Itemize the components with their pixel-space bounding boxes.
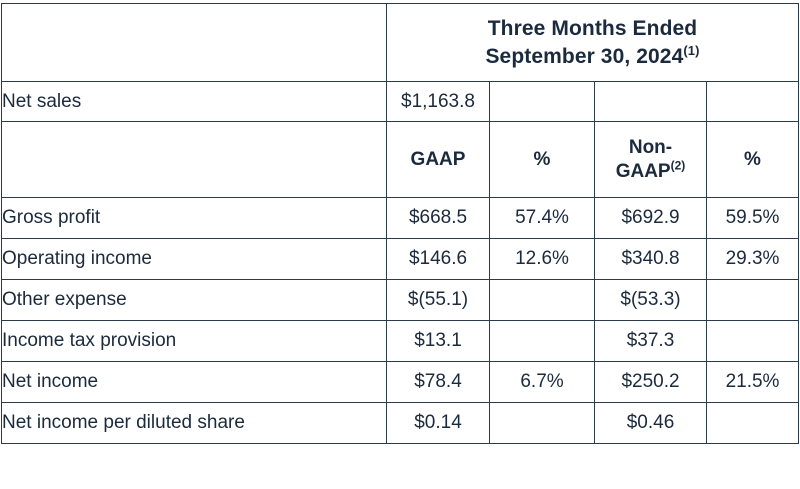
subheader-non-gaap-line1: Non- xyxy=(628,136,673,158)
row-label: Income tax provision xyxy=(2,321,387,362)
row-gaap-value: $78.4 xyxy=(387,362,490,403)
financial-table-sheet xyxy=(0,3,800,489)
row-non-gaap-percent xyxy=(707,321,799,362)
table-header-row xyxy=(2,4,799,82)
row-gaap-percent xyxy=(490,280,595,321)
row-gaap-value: $146.6 xyxy=(387,239,490,280)
row-non-gaap-percent: 21.5% xyxy=(707,362,799,403)
header-blank-cell xyxy=(2,4,387,82)
subheader-percent-gaap: % xyxy=(490,122,595,198)
period-header-date: September 30, 2024 xyxy=(485,44,684,68)
row-non-gaap-value: $37.3 xyxy=(595,321,707,362)
table-row xyxy=(2,362,799,403)
net-sales-pct2-blank xyxy=(707,82,799,122)
row-non-gaap-value: $(53.3) xyxy=(595,280,707,321)
subheader-non-gaap-line2 xyxy=(595,160,706,184)
table-row xyxy=(2,321,799,362)
subheader-non-gaap-footnote: (2) xyxy=(670,158,686,173)
row-label: Operating income xyxy=(2,239,387,280)
row-label: Gross profit xyxy=(2,198,387,239)
financial-results-table xyxy=(1,3,799,444)
row-label: Net income per diluted share xyxy=(2,403,387,444)
table-subheader-row xyxy=(2,122,799,198)
row-label: Net income xyxy=(2,362,387,403)
row-non-gaap-percent xyxy=(707,403,799,444)
table-row-net-sales xyxy=(2,82,799,122)
row-non-gaap-value: $250.2 xyxy=(595,362,707,403)
row-label: Other expense xyxy=(2,280,387,321)
row-label-net-sales: Net sales xyxy=(2,82,387,122)
row-non-gaap-value: $0.46 xyxy=(595,403,707,444)
row-gaap-percent: 57.4% xyxy=(490,198,595,239)
period-header-line2 xyxy=(387,43,798,71)
period-header-cell xyxy=(387,4,799,82)
subheader-non-gaap-text: GAAP xyxy=(615,160,671,182)
table-row xyxy=(2,403,799,444)
row-non-gaap-percent: 29.3% xyxy=(707,239,799,280)
row-non-gaap-value: $340.8 xyxy=(595,239,707,280)
table-row xyxy=(2,198,799,239)
row-non-gaap-percent: 59.5% xyxy=(707,198,799,239)
row-gaap-value: $0.14 xyxy=(387,403,490,444)
row-gaap-percent xyxy=(490,403,595,444)
row-non-gaap-value: $692.9 xyxy=(595,198,707,239)
row-value-net-sales: $1,163.8 xyxy=(387,82,490,122)
subheader-gaap: GAAP xyxy=(387,122,490,198)
row-non-gaap-percent xyxy=(707,280,799,321)
period-header-line1: Three Months Ended xyxy=(487,16,698,40)
row-gaap-value: $(55.1) xyxy=(387,280,490,321)
subheader-blank-cell xyxy=(2,122,387,198)
subheader-percent-non-gaap: % xyxy=(707,122,799,198)
row-gaap-percent xyxy=(490,321,595,362)
table-row xyxy=(2,239,799,280)
table-row xyxy=(2,280,799,321)
net-sales-pct1-blank xyxy=(490,82,595,122)
row-gaap-percent: 12.6% xyxy=(490,239,595,280)
row-gaap-percent: 6.7% xyxy=(490,362,595,403)
row-gaap-value: $668.5 xyxy=(387,198,490,239)
net-sales-nongaap-blank xyxy=(595,82,707,122)
row-gaap-value: $13.1 xyxy=(387,321,490,362)
period-header-footnote: (1) xyxy=(683,42,700,58)
subheader-non-gaap xyxy=(595,122,707,198)
